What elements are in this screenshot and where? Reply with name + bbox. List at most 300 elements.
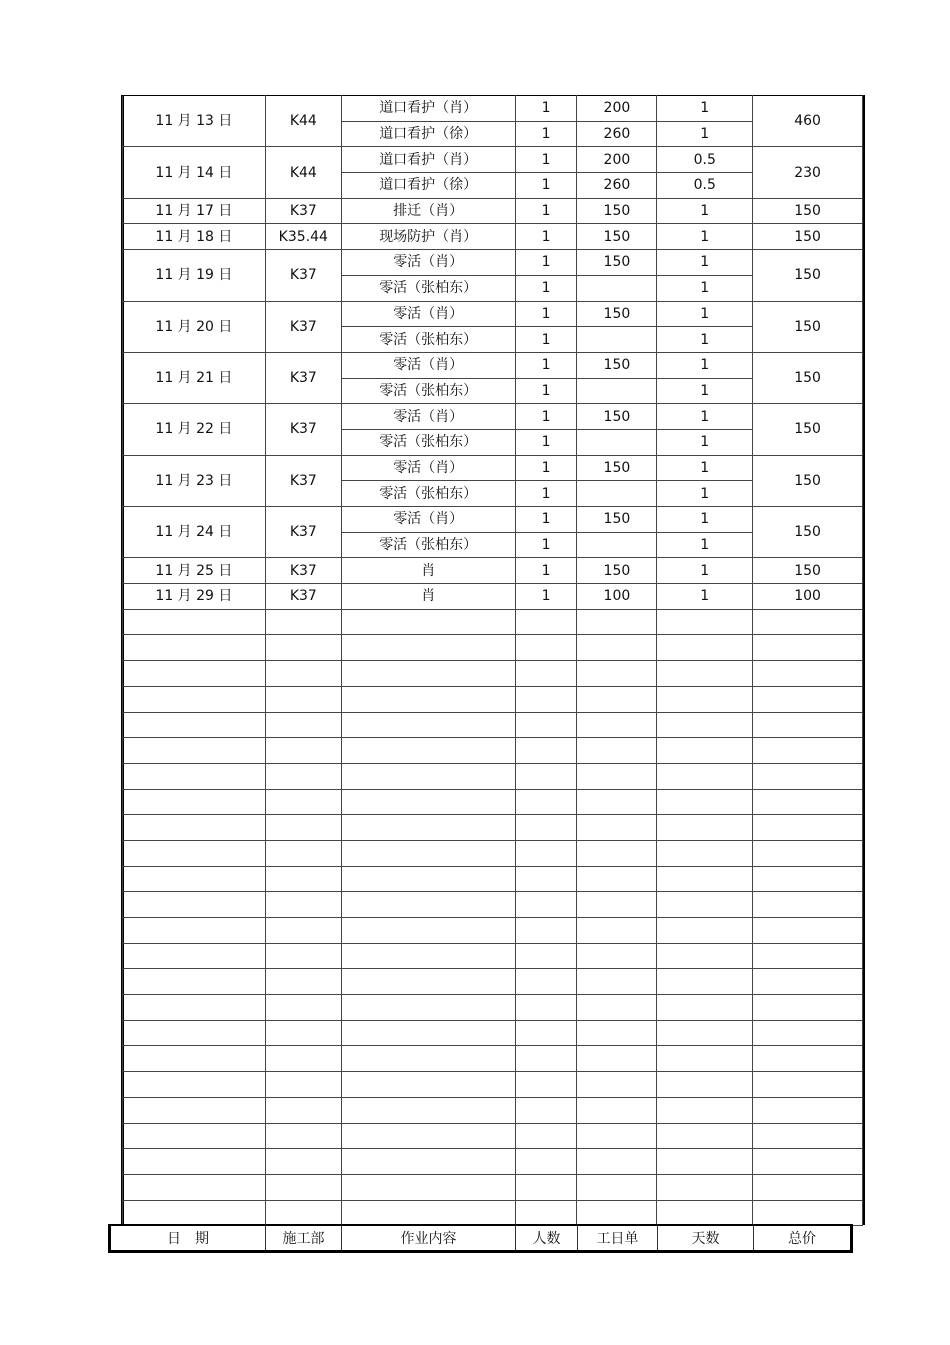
empty-cell	[341, 892, 515, 918]
content-cell: 零活（肖）	[341, 352, 515, 378]
empty-cell	[577, 918, 657, 944]
section-cell: K37	[265, 584, 341, 610]
total-cell: 150	[753, 455, 863, 506]
rate-cell: 260	[577, 121, 657, 147]
total-cell: 150	[753, 507, 863, 558]
empty-cell	[657, 686, 753, 712]
content-cell: 肖	[341, 558, 515, 584]
empty-cell	[265, 1046, 341, 1072]
days-cell: 1	[657, 481, 753, 507]
content-cell: 道口看护（肖）	[341, 147, 515, 173]
rate-cell	[577, 532, 657, 558]
date-cell: 11 月 29 日	[123, 584, 266, 610]
empty-row	[123, 1200, 863, 1226]
empty-cell	[657, 1123, 753, 1149]
content-cell: 道口看护（徐）	[341, 121, 515, 147]
empty-cell	[265, 918, 341, 944]
empty-cell	[123, 840, 266, 866]
people-cell: 1	[515, 352, 577, 378]
worksheet	[121, 95, 863, 1225]
total-cell: 100	[753, 584, 863, 610]
empty-cell	[515, 969, 577, 995]
empty-cell	[515, 1072, 577, 1098]
empty-cell	[341, 1020, 515, 1046]
empty-cell	[123, 918, 266, 944]
header-total: 总价	[754, 1225, 852, 1252]
empty-row	[123, 738, 863, 764]
empty-cell	[657, 892, 753, 918]
total-cell: 150	[753, 250, 863, 301]
empty-cell	[657, 738, 753, 764]
empty-cell	[341, 1149, 515, 1175]
empty-cell	[123, 1123, 266, 1149]
section-cell: K37	[265, 404, 341, 455]
content-cell: 零活（张柏东）	[341, 532, 515, 558]
empty-cell	[753, 789, 863, 815]
empty-cell	[753, 1046, 863, 1072]
days-cell: 1	[657, 301, 753, 327]
empty-cell	[123, 1046, 266, 1072]
empty-cell	[577, 789, 657, 815]
section-cell: K37	[265, 507, 341, 558]
content-cell: 零活（肖）	[341, 404, 515, 430]
empty-cell	[515, 918, 577, 944]
empty-cell	[515, 1149, 577, 1175]
empty-cell	[657, 918, 753, 944]
empty-cell	[515, 635, 577, 661]
header-date: 日 期	[110, 1225, 266, 1252]
empty-cell	[341, 763, 515, 789]
empty-row	[123, 815, 863, 841]
table-row	[123, 250, 863, 276]
table-row	[123, 301, 863, 327]
people-cell: 1	[515, 121, 577, 147]
days-cell: 0.5	[657, 147, 753, 173]
total-cell: 150	[753, 198, 863, 224]
empty-cell	[753, 815, 863, 841]
empty-cell	[265, 1123, 341, 1149]
empty-cell	[577, 892, 657, 918]
empty-row	[123, 661, 863, 687]
rate-cell: 150	[577, 455, 657, 481]
days-cell: 1	[657, 121, 753, 147]
empty-cell	[515, 686, 577, 712]
empty-row	[123, 712, 863, 738]
empty-cell	[265, 686, 341, 712]
empty-cell	[577, 1123, 657, 1149]
empty-cell	[753, 1200, 863, 1226]
empty-cell	[657, 866, 753, 892]
empty-cell	[123, 866, 266, 892]
empty-cell	[123, 686, 266, 712]
empty-cell	[123, 943, 266, 969]
empty-row	[123, 1072, 863, 1098]
empty-row	[123, 840, 863, 866]
empty-row	[123, 1046, 863, 1072]
date-cell: 11 月 22 日	[123, 404, 266, 455]
empty-cell	[753, 866, 863, 892]
rate-cell: 150	[577, 198, 657, 224]
people-cell: 1	[515, 507, 577, 533]
empty-cell	[341, 609, 515, 635]
table-row	[123, 198, 863, 224]
people-cell: 1	[515, 532, 577, 558]
empty-cell	[577, 712, 657, 738]
rate-cell: 100	[577, 584, 657, 610]
empty-cell	[265, 943, 341, 969]
empty-cell	[265, 1200, 341, 1226]
header-section: 施工部	[266, 1225, 342, 1252]
rate-cell: 150	[577, 507, 657, 533]
people-cell: 1	[515, 429, 577, 455]
empty-cell	[515, 1046, 577, 1072]
rate-cell: 150	[577, 352, 657, 378]
empty-row	[123, 1174, 863, 1200]
date-cell: 11 月 19 日	[123, 250, 266, 301]
empty-cell	[515, 1020, 577, 1046]
empty-cell	[341, 789, 515, 815]
empty-cell	[657, 789, 753, 815]
empty-row	[123, 635, 863, 661]
empty-cell	[265, 1072, 341, 1098]
empty-cell	[123, 763, 266, 789]
days-cell: 1	[657, 275, 753, 301]
empty-row	[123, 892, 863, 918]
total-cell: 150	[753, 352, 863, 403]
empty-row	[123, 1149, 863, 1175]
section-cell: K44	[265, 147, 341, 198]
empty-cell	[515, 661, 577, 687]
empty-cell	[341, 738, 515, 764]
rate-cell	[577, 481, 657, 507]
empty-cell	[753, 995, 863, 1021]
empty-cell	[577, 1046, 657, 1072]
people-cell: 1	[515, 96, 577, 122]
empty-cell	[753, 1020, 863, 1046]
empty-cell	[265, 969, 341, 995]
rate-cell	[577, 275, 657, 301]
date-cell: 11 月 21 日	[123, 352, 266, 403]
empty-cell	[123, 1097, 266, 1123]
empty-cell	[123, 1149, 266, 1175]
days-cell: 1	[657, 224, 753, 250]
column-header-footer	[108, 1224, 850, 1253]
empty-cell	[753, 686, 863, 712]
empty-row	[123, 969, 863, 995]
empty-cell	[577, 686, 657, 712]
empty-cell	[515, 815, 577, 841]
empty-cell	[577, 840, 657, 866]
people-cell: 1	[515, 198, 577, 224]
empty-cell	[341, 840, 515, 866]
empty-cell	[753, 840, 863, 866]
empty-cell	[577, 866, 657, 892]
empty-cell	[577, 969, 657, 995]
total-cell: 460	[753, 96, 863, 147]
empty-cell	[265, 892, 341, 918]
empty-cell	[515, 712, 577, 738]
empty-cell	[341, 815, 515, 841]
date-cell: 11 月 13 日	[123, 96, 266, 147]
total-cell: 150	[753, 224, 863, 250]
empty-cell	[753, 1097, 863, 1123]
empty-cell	[123, 1200, 266, 1226]
empty-cell	[515, 738, 577, 764]
empty-cell	[515, 866, 577, 892]
rate-cell: 150	[577, 404, 657, 430]
people-cell: 1	[515, 147, 577, 173]
empty-cell	[515, 763, 577, 789]
empty-cell	[657, 609, 753, 635]
empty-cell	[341, 686, 515, 712]
content-cell: 零活（肖）	[341, 301, 515, 327]
rate-cell: 200	[577, 147, 657, 173]
table-row	[123, 96, 863, 122]
empty-cell	[753, 943, 863, 969]
content-cell: 道口看护（肖）	[341, 96, 515, 122]
total-cell: 230	[753, 147, 863, 198]
empty-cell	[657, 815, 753, 841]
rate-cell	[577, 327, 657, 353]
empty-cell	[657, 1072, 753, 1098]
section-cell: K44	[265, 96, 341, 147]
content-cell: 零活（肖）	[341, 507, 515, 533]
empty-cell	[515, 789, 577, 815]
empty-cell	[265, 1149, 341, 1175]
empty-cell	[577, 635, 657, 661]
people-cell: 1	[515, 378, 577, 404]
empty-cell	[341, 1072, 515, 1098]
empty-cell	[753, 609, 863, 635]
empty-cell	[341, 635, 515, 661]
rate-cell	[577, 429, 657, 455]
empty-cell	[265, 789, 341, 815]
empty-cell	[265, 635, 341, 661]
empty-cell	[577, 1149, 657, 1175]
section-cell: K37	[265, 558, 341, 584]
people-cell: 1	[515, 224, 577, 250]
empty-cell	[515, 995, 577, 1021]
empty-cell	[341, 866, 515, 892]
empty-cell	[123, 789, 266, 815]
days-cell: 1	[657, 584, 753, 610]
section-cell: K37	[265, 352, 341, 403]
total-cell: 150	[753, 404, 863, 455]
empty-cell	[657, 1046, 753, 1072]
empty-cell	[341, 918, 515, 944]
empty-cell	[657, 943, 753, 969]
days-cell: 1	[657, 532, 753, 558]
empty-cell	[657, 840, 753, 866]
section-cell: K35.44	[265, 224, 341, 250]
empty-cell	[515, 609, 577, 635]
days-cell: 1	[657, 327, 753, 353]
table-row	[123, 584, 863, 610]
empty-cell	[341, 943, 515, 969]
days-cell: 1	[657, 378, 753, 404]
column-header-row	[108, 1224, 853, 1253]
table-row	[123, 404, 863, 430]
header-content: 作业内容	[342, 1225, 516, 1252]
section-cell: K37	[265, 198, 341, 224]
empty-cell	[341, 969, 515, 995]
empty-cell	[657, 635, 753, 661]
date-cell: 11 月 23 日	[123, 455, 266, 506]
table-row	[123, 224, 863, 250]
empty-cell	[265, 1174, 341, 1200]
empty-cell	[515, 943, 577, 969]
days-cell: 1	[657, 558, 753, 584]
empty-cell	[265, 661, 341, 687]
table-row	[123, 352, 863, 378]
empty-cell	[515, 892, 577, 918]
content-cell: 肖	[341, 584, 515, 610]
empty-cell	[577, 661, 657, 687]
empty-cell	[515, 1200, 577, 1226]
days-cell: 1	[657, 404, 753, 430]
table-row	[123, 507, 863, 533]
empty-cell	[265, 995, 341, 1021]
empty-row	[123, 686, 863, 712]
empty-cell	[577, 1097, 657, 1123]
section-cell: K37	[265, 301, 341, 352]
empty-cell	[577, 609, 657, 635]
empty-cell	[123, 661, 266, 687]
people-cell: 1	[515, 481, 577, 507]
empty-cell	[753, 661, 863, 687]
total-cell: 150	[753, 558, 863, 584]
empty-cell	[265, 738, 341, 764]
people-cell: 1	[515, 173, 577, 199]
people-cell: 1	[515, 327, 577, 353]
empty-cell	[753, 1174, 863, 1200]
content-cell: 零活（张柏东）	[341, 275, 515, 301]
empty-cell	[265, 866, 341, 892]
empty-cell	[657, 969, 753, 995]
rate-cell: 150	[577, 224, 657, 250]
empty-cell	[753, 969, 863, 995]
content-cell: 零活（肖）	[341, 455, 515, 481]
content-cell: 现场防护（肖）	[341, 224, 515, 250]
empty-cell	[265, 840, 341, 866]
empty-cell	[123, 609, 266, 635]
content-cell: 零活（肖）	[341, 250, 515, 276]
empty-cell	[341, 1046, 515, 1072]
section-cell: K37	[265, 455, 341, 506]
days-cell: 1	[657, 352, 753, 378]
people-cell: 1	[515, 250, 577, 276]
empty-cell	[341, 1174, 515, 1200]
empty-cell	[753, 635, 863, 661]
empty-cell	[657, 1097, 753, 1123]
table-row	[123, 558, 863, 584]
empty-cell	[577, 1200, 657, 1226]
content-cell: 零活（张柏东）	[341, 378, 515, 404]
empty-cell	[657, 995, 753, 1021]
content-cell: 零活（张柏东）	[341, 327, 515, 353]
section-cell: K37	[265, 250, 341, 301]
empty-cell	[123, 995, 266, 1021]
empty-cell	[515, 840, 577, 866]
days-cell: 1	[657, 507, 753, 533]
empty-row	[123, 763, 863, 789]
empty-cell	[657, 763, 753, 789]
empty-cell	[657, 661, 753, 687]
header-people: 人数	[516, 1225, 578, 1252]
empty-row	[123, 995, 863, 1021]
empty-cell	[753, 738, 863, 764]
empty-cell	[753, 918, 863, 944]
empty-cell	[657, 712, 753, 738]
empty-cell	[657, 1020, 753, 1046]
empty-cell	[341, 1200, 515, 1226]
empty-cell	[577, 1174, 657, 1200]
empty-cell	[341, 995, 515, 1021]
content-cell: 道口看护（徐）	[341, 173, 515, 199]
empty-row	[123, 918, 863, 944]
rate-cell: 260	[577, 173, 657, 199]
empty-row	[123, 1097, 863, 1123]
rate-cell: 150	[577, 301, 657, 327]
empty-cell	[753, 1123, 863, 1149]
empty-cell	[123, 969, 266, 995]
empty-cell	[577, 943, 657, 969]
empty-cell	[577, 763, 657, 789]
empty-cell	[123, 635, 266, 661]
empty-cell	[123, 1020, 266, 1046]
empty-cell	[123, 892, 266, 918]
table-row	[123, 147, 863, 173]
empty-cell	[515, 1123, 577, 1149]
empty-cell	[657, 1174, 753, 1200]
empty-cell	[753, 1149, 863, 1175]
header-rate: 工日单	[578, 1225, 658, 1252]
rate-cell: 150	[577, 250, 657, 276]
empty-cell	[341, 661, 515, 687]
empty-cell	[753, 892, 863, 918]
empty-cell	[341, 1097, 515, 1123]
empty-cell	[265, 815, 341, 841]
rate-cell: 150	[577, 558, 657, 584]
empty-cell	[657, 1200, 753, 1226]
empty-cell	[577, 815, 657, 841]
empty-cell	[123, 815, 266, 841]
people-cell: 1	[515, 301, 577, 327]
date-cell: 11 月 20 日	[123, 301, 266, 352]
empty-cell	[753, 763, 863, 789]
people-cell: 1	[515, 404, 577, 430]
days-cell: 1	[657, 198, 753, 224]
people-cell: 1	[515, 275, 577, 301]
rate-cell: 200	[577, 96, 657, 122]
empty-cell	[123, 1174, 266, 1200]
date-cell: 11 月 25 日	[123, 558, 266, 584]
empty-cell	[657, 1149, 753, 1175]
days-cell: 1	[657, 250, 753, 276]
empty-cell	[265, 712, 341, 738]
days-cell: 1	[657, 96, 753, 122]
empty-row	[123, 943, 863, 969]
empty-cell	[515, 1174, 577, 1200]
empty-row	[123, 789, 863, 815]
empty-cell	[753, 712, 863, 738]
header-days: 天数	[658, 1225, 754, 1252]
days-cell: 1	[657, 455, 753, 481]
empty-cell	[341, 712, 515, 738]
days-cell: 0.5	[657, 173, 753, 199]
empty-row	[123, 1020, 863, 1046]
days-cell: 1	[657, 429, 753, 455]
